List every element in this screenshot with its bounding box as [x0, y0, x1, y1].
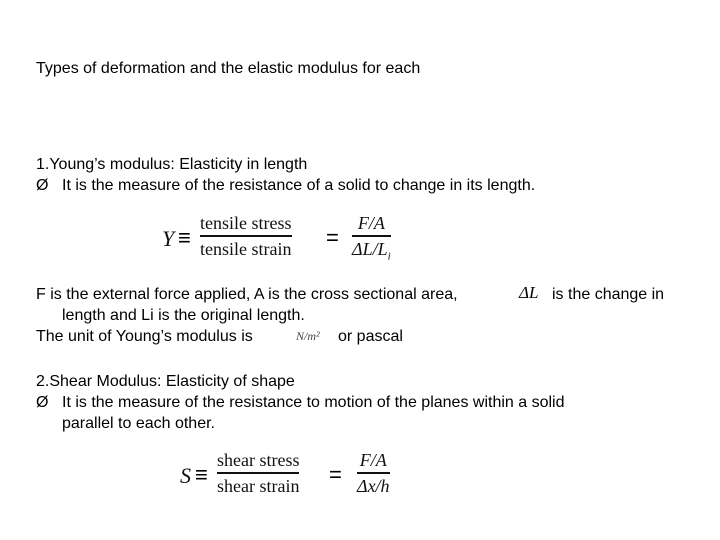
delta-l-symbol: ΔL: [519, 283, 539, 302]
shear-eq-lhs: S: [180, 463, 191, 488]
shear-bullet-text-line1: It is the measure of the resistance to motion of the planes within a solid: [62, 394, 565, 411]
shear-eq-equals: =: [329, 462, 342, 487]
page-title: Types of deformation and the elastic modulus for each: [36, 60, 421, 77]
fraction-bar: [357, 472, 390, 474]
young-eq-denominator-symbol: $\Delta L/L_i$: [352, 238, 391, 263]
young-bullet: [36, 175, 535, 196]
young-eq-defsign: ≡: [178, 225, 191, 250]
shear-bullet-text-line2: parallel to each other.: [62, 415, 215, 432]
shear-eq-defsign: ≡: [195, 462, 208, 487]
shear-eq-denominator-symbol: Δx/h: [357, 475, 390, 496]
young-eq-equals: =: [326, 225, 339, 250]
arrow-bullet-icon: Ø: [36, 394, 49, 411]
fraction-bar: [352, 235, 391, 237]
young-unit-suffix: or pascal: [338, 328, 403, 345]
young-unit-prefix: The unit of Young’s modulus is: [36, 328, 253, 345]
fraction-bar: [200, 235, 292, 237]
young-description-line1: F is the external force applied, A is the cross sectional area,: [36, 286, 458, 303]
young-description-line1-end: is the change in: [552, 286, 665, 303]
young-eq-denominator-words: tensile strain: [200, 238, 292, 259]
shear-eq-symbol-fraction: [357, 450, 390, 496]
young-bullet-text: It is the measure of the resistance of a solid to change in its length.: [62, 177, 536, 194]
shear-eq-word-fraction: [217, 450, 299, 496]
shear-eq-numerator-words: shear stress: [217, 450, 300, 470]
young-eq-symbol-fraction: [352, 213, 391, 266]
young-eq-numerator-symbol: F/A: [357, 213, 385, 233]
shear-bullet: [36, 392, 565, 413]
young-eq-numerator-words: tensile stress: [200, 213, 292, 233]
fraction-bar: [217, 472, 299, 474]
young-description-line2: length and Li is the original length.: [62, 307, 305, 324]
young-eq-word-fraction: [200, 213, 292, 259]
young-heading: 1.Young’s modulus: Elasticity in length: [36, 156, 308, 173]
unit-symbol: N/m²: [296, 329, 320, 343]
shear-eq-denominator-words: shear strain: [217, 475, 300, 496]
shear-heading: 2.Shear Modulus: Elasticity of shape: [36, 373, 295, 390]
shear-eq-numerator-symbol: F/A: [359, 450, 387, 470]
young-eq-lhs: Y: [162, 226, 175, 251]
arrow-bullet-icon: Ø: [36, 177, 49, 194]
